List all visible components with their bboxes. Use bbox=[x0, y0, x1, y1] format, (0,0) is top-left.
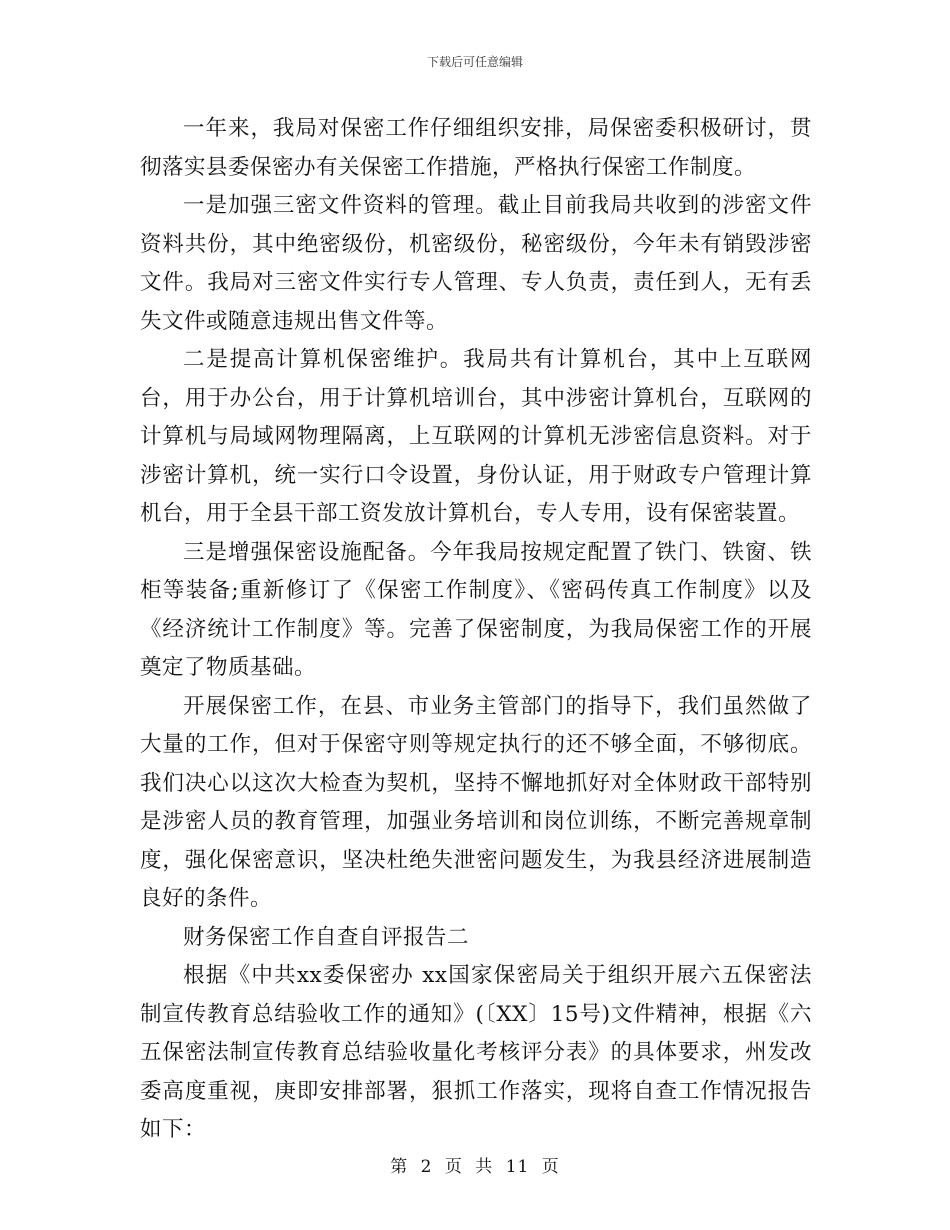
paragraph-item-three: 三是增强保密设施配备。今年我局按规定配置了铁门、铁窗、铁柜等装备;重新修订了《保密工作制度》、《密码传真工作制度》以及《经济统计工作制度》等。完善了保密制度，为我局保密工作的开展奠定了物质基础。 bbox=[140, 539, 812, 680]
paragraph-item-one: 一是加强三密文件资料的管理。截止目前我局共收到的涉密文件资料共份，其中绝密级份，机密级份，秘密级份，今年未有销毁涉密文件。我局对三密文件实行专人管理、专人负责，责任到人，无有丢失文件或随意违规出售文件等。 bbox=[140, 193, 812, 334]
page-header: 下载后可任意编辑 bbox=[426, 55, 523, 69]
paragraph-report-two-intro: 根据《中共xx委保密办 xx国家保密局关于组织开展六五保密法制宣传教育总结验收工作的通知》(〔XX〕15号)文件精神，根据《六五保密法制宣传教育总结验收量化考核评分表》的具体要求，州发改委高度重视，庚即安排部署，狠抓工作落实，现将自查工作情况报告如下： bbox=[140, 963, 812, 1142]
paragraph-intro: 一年来，我局对保密工作仔细组织安排，局保密委积极研讨，贯彻落实县委保密办有关保密工作措施，严格执行保密工作制度。 bbox=[140, 116, 812, 180]
paragraph-conclusion: 开展保密工作，在县、市业务主管部门的指导下，我们虽然做了大量的工作，但对于保密守则等规定执行的还不够全面，不够彻底。我们决心以这次大检查为契机，坚持不懈地抓好对全体财政干部特别是涉密人员的教育管理，加强业务培训和岗位训练，不断完善规章制度，强化保密意识，坚决杜绝失泄密问题发生，为我县经济进展制造良好的条件。 bbox=[140, 693, 812, 911]
page-number-footer: 第 2 页 共 11 页 bbox=[390, 1157, 560, 1177]
paragraph-item-two: 二是提高计算机保密维护。我局共有计算机台，其中上互联网台，用于办公台，用于计算机培训台，其中涉密计算机台，互联网的计算机与局域网物理隔离，上互联网的计算机无涉密信息资料。对于涉密计算机，统一实行口令设置，身份认证，用于财政专户管理计算机台，用于全县干部工资发放计算机台，专人专用，设有保密装置。 bbox=[140, 347, 812, 526]
document-body bbox=[140, 110, 812, 1150]
report-two-title: 财务保密工作自查自评报告二 bbox=[183, 924, 470, 950]
